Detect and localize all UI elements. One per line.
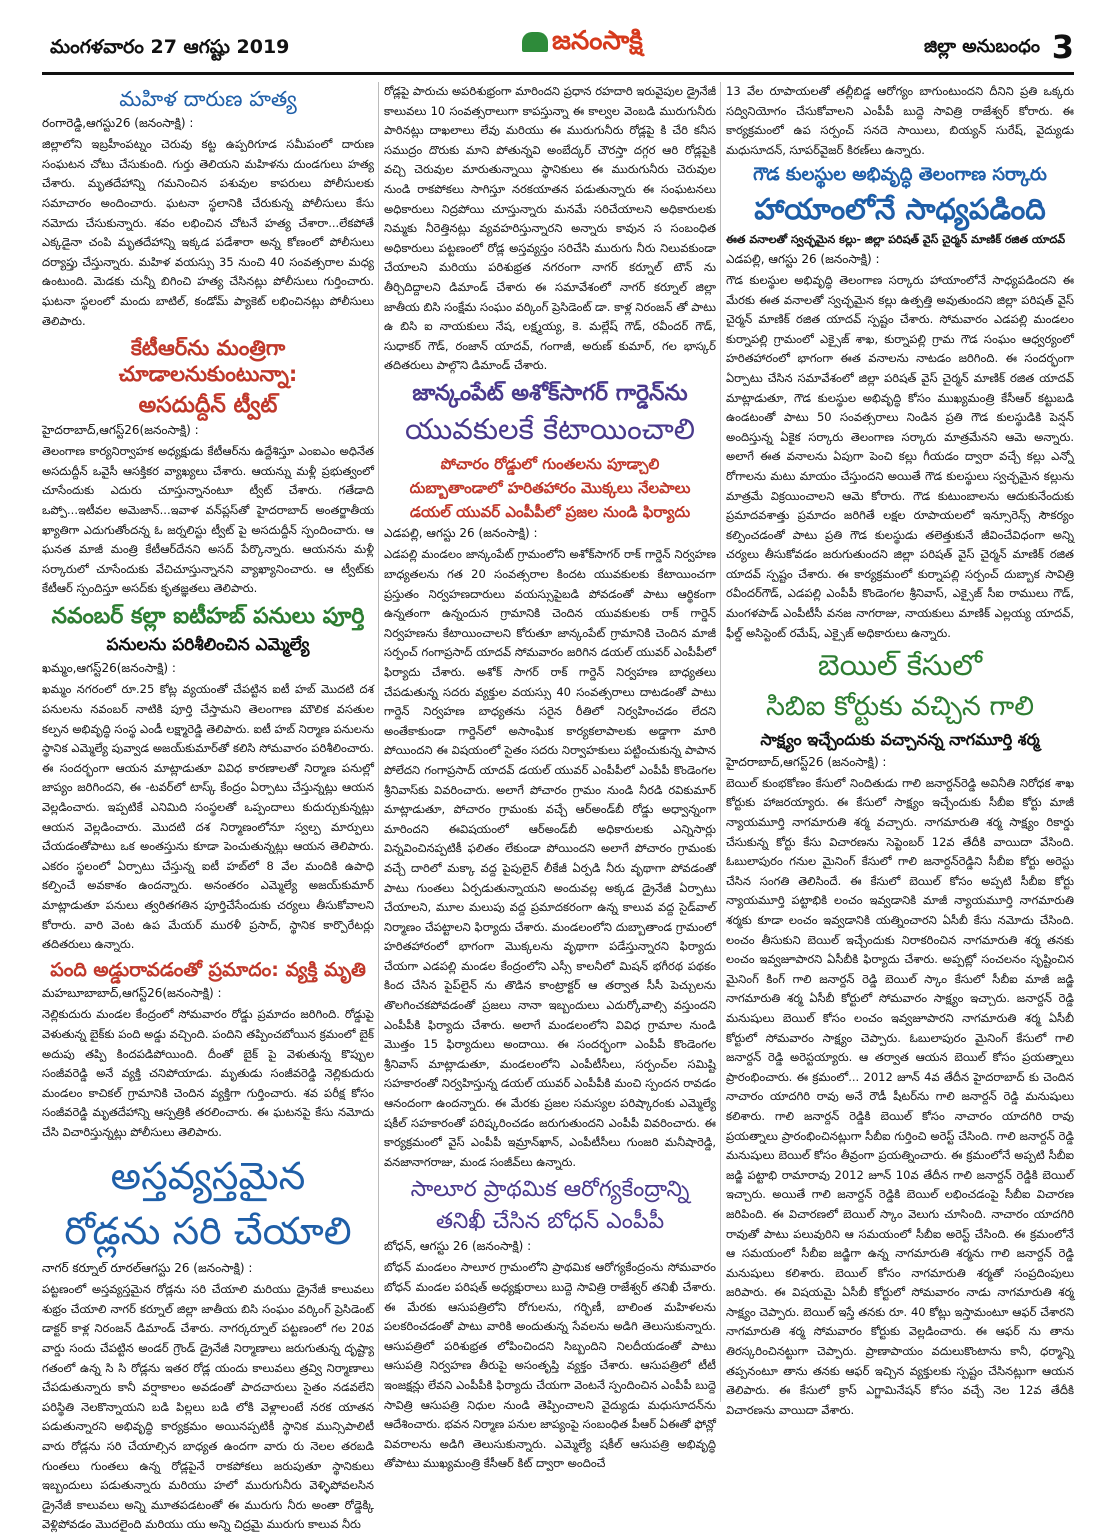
dateline: రంగారెడ్డి,ఆగస్టు26 (జనంసాక్షి) :: [42, 116, 194, 131]
article-body: బోధన్ మండలం సాలూర గ్రామంలోని ప్రాథమిక ఆరోగ్యకేంద్రంను సోమవారం బోధన్ మండల పరిషత్ అధ్యక్షురాలు బుద్దె సావిత్రి రాజేశ్వర్ తనిఖీ చేశారు. ఈ మేరకు ఆసుపత్రిలోని రోగులను, గర్భిణీ, బాలింత మహిళలను పలకరించడంతో పాటు వారికి అందుతున్న సేవలను అడిగి తెలుసుకున్నారు. ఆసుపత్రిలో పరిశుభ్రత లోపించిందని సిబ్బందిని నిలదీయడంతో పాటు ఆసుపత్రి నిర్వహణ తీరుపై అసంతృప్తి వ్యక్తం చేశారు. ఆసుపత్రిలో టీటీ ఇంజక్షన్లు లేవని ఎంపీపీకి ఫిర్యాదు చేయగా వెంటనే స్పందించిన ఎంపీపీ బుద్దె సావిత్రి ఆసుపత్రి నిధుల నుండి తెప్పించాలని వైద్యుడు మధుసూదన్‌ను ఆదేశించారు. భవన నిర్మాణ పనుల జాప్యంపై సంబంధిత పీఆర్ ఏఈతో ఫోన్లో వివరాలను అడిగి తెలుసుకున్నారు. ఎమ్మెల్యే షకీల్ ఆసుపత్రి అభివృద్ధి తోపాటు ముఖ్యమంత్రి కేసీఆర్ కిట్ ద్వారా అందించే: [384, 1260, 716, 1471]
dateline: హైదరాబాద్,ఆగస్ట్26(జనంసాక్షి) :: [42, 423, 199, 438]
article-health-centre: [384, 1176, 716, 1474]
article-body: జిల్లాలోని ఇబ్రహీంపట్నం చెరువు కట్ట ఉప్పరిగూడ సమీపంలో దారుణ సంఘటన చోటు చేసుకుంది. గుర్తు తెలియని మహిళను దుండగులు హత్య చేశారు. మృతదేహాన్ని గమనించిన పశువుల కాపరులు పోలీసులకు సమాచారం అందించారు. ఘటనా స్థలానికి చేరుకున్న పోలీసులు కేసు నమోదు చేసుకున్నారు. శవం లభించిన చోటనే హత్య చేశారా...లేకపోతే ఎక్కడైనా చంపి మృతదేహాన్ని ఇక్కడ పడేశారా అన్న కోణంలో పోలీసులు దర్యాప్తు చేస్తున్నారు. మహిళ వయస్సు 35 నుంచి 40 సంవత్సరాల మధ్య ఉంటుంది. మెడకు చున్నీ బిగించి హత్య చేసినట్లు పోలీసులు గుర్తించారు. ఘటనా స్థలంలో మందు బాటిల్, కండోమ్ ప్యాకెట్ లభించినట్లు పోలీసులు తెలిపారు.: [42, 137, 374, 328]
headline-line-2: రోడ్లను సరి చేయాలి: [64, 1208, 352, 1253]
headline: మహిళ దారుణ హత్య: [119, 87, 297, 111]
headline-line-2: తనిఖీ చేసిన బోధన్ ఎంపీపీ: [435, 1208, 665, 1234]
dateline: బోధన్, ఆగస్టు 26 (జనంసాక్షి) :: [384, 1239, 532, 1254]
article-owaisi-tweet: [42, 335, 374, 599]
issue-date: మంగళవారం 27 ఆగష్టు 2019: [50, 36, 290, 58]
header-rule: [42, 72, 1074, 75]
dateline: ఖమ్మం,ఆగస్ట్26(జనంసాక్షి) :: [42, 661, 176, 676]
headline: బెయిల్ కేసులో: [817, 648, 983, 683]
article-bail-case: [726, 647, 1074, 1420]
article-health-centre-continued: 13 వేల రూపాయలతో తల్లీబిడ్డ ఆరోగ్యం బాగుంటుందని దీనిని ప్రతి ఒక్కరు సద్వినియోగం చేసుకోవాలని ఎంపీపీ బుద్దె సావిత్రి రాజేశ్వర్ కోరారు. ఈ కార్యక్రమంలో ఉప సర్పంచ్ సనదె సాయిలు, బియ్యన్ సురేష్, వైద్యుడు మధుసూదన్, సూపర్‌వైజర్ కిరణ్‌లు ఉన్నారు.: [726, 84, 1074, 157]
subheadline: ఈత వనాలతో స్వచ్ఛమైన కల్లు- జిల్లా పరిషత్ వైస్ చైర్మన్ మాణిక్ రజిత యాదవ్: [726, 233, 1066, 247]
headline: నవంబర్ కల్లా ఐటీహబ్ పనులు పూర్తి: [51, 603, 365, 629]
column-1: [42, 82, 375, 1532]
article-roads: [42, 1151, 374, 1535]
article-accident: [42, 959, 374, 1143]
page-number: 3: [1051, 28, 1074, 66]
article-body: నెల్లికుదురు మండల కేంద్రంలో సోమవారం రోడ్డు ప్రమాదం జరిగింది. రోడ్డుపై వెళుతున్న బైక్‌కు పంది అడ్డు వచ్చింది. పందిని తప్పించబోయిన క్రమంలో బైక్ అదుపు తప్పి కిందపడిపోయింది. దీంతో బైక్ పై వెళుతున్న కొప్పుల సంజీవరెడ్డి అనే వ్యక్తి చనిపోయాడు. మృతుడు సంజీవరెడ్డి నెల్లికుదురు మండలం కాచికల్ గ్రామానికి చెందిన వ్యక్తిగా గుర్తించారు. శవ పరీక్ష కోసం సంజీవరెడ్డి మృతదేహాన్ని ఆస్పత్రికి తరలించారు. ఈ ఘటనపై కేసు నమోదు చేసి విచారిస్తున్నట్లు పోలీసులు తెలిపారు.: [42, 1007, 374, 1139]
column-divider: [378, 82, 379, 1402]
headline: అస్తవ్యస్తమైన: [110, 1153, 306, 1198]
subheadline: సాక్ష్యం ఇచ్చేందుకు వచ్చానన్న నాగమూర్తి శర్మ: [760, 730, 1040, 750]
headline: సాలూర ప్రాథమిక ఆరోగ్యకేంద్రాన్ని: [410, 1177, 690, 1203]
article-murder: [42, 86, 374, 331]
logo-text: జనంసాక్షి: [552, 26, 643, 56]
article-gouda-community: [726, 164, 1074, 643]
article-body: గౌడ కులస్థుల అభివృద్ధి తెలంగాణ సర్కారు హాయాంలోనే సాధ్యపడిందని ఈ మేరకు ఈత వనాలతో స్వచ్ఛమైన కల్లు ఉత్పత్తి అవుతుందని జిల్లా పరిషత్ వైస్ చైర్మన్ మాణిక్ రజిత యాదవ్ స్పష్టం చేశారు. సోమవారం ఎడపల్లి మండలం కుర్నాపల్లి గ్రామంలో ఎక్సైజ్ శాఖ, కుర్నాపల్లి గ్రామ గౌడ సంఘం ఆధ్వర్యంలో హరితహారంలో భాగంగా ఈత వనాలను నాటడం జరిగింది. ఈ సందర్భంగా ఏర్పాటు చేసిన సమావేశంలో జిల్లా పరిషత్ వైస్ చైర్మన్ మాణిక్ రజిత యాదవ్ మాట్లాడుతూ, గౌడ కులస్థుల అభివృద్ధి కోసం ముఖ్యమంత్రి కేసీఆర్ కట్టుబడి ఉండటంతో పాటు 50 సంవత్సరాలు నిండిన ప్రతి గౌడ కులస్థుడికి పెన్షన్ అందిస్తున్న ఏకైక సర్కారు తెలంగాణ సర్కారు మాత్రమేనని ఆమె అన్నారు. అలాగే ఈత వనాలను ఏపుగా పెంచి కల్లు గీయడం ద్వారా వచ్చే కల్లు ఎన్నో రోగాలను మటు మాయం చేస్తుందని అయితే గౌడ కులస్థులు స్వచ్ఛమైన కల్లును మాత్రమే విక్రయించాలని ఆమె కోరారు. గౌడ కుటుంబాలను ఆదుకునేందుకు ప్రమాదవశాత్తు ప్రమాదం జరిగితే లక్షల రూపాయలలో ఇన్సూరెన్స్ సౌకర్యం కల్పించడంతో పాటు ప్రతి గౌడ కులస్థుడు తలెత్తుకునే జీవించేవిధంగా అన్ని చర్యలు తీసుకోవడం జరుగుతుందని జిల్లా పరిషత్ వైస్ చైర్మన్ మాణిక్ రజిత యాదవ్ స్పష్టం చేశారు. ఈ కార్యక్రమంలో కుర్నాపల్లి సర్పంచ్ దుబ్బాక సావిత్రి రవీందర్‌గౌడ్, ఎడపల్లి ఎంపీపీ కొండెంగల శ్రీనివాస్, ఎక్సైజ్ సీఐ రాములు గౌడ్, మంగళపాడ్ ఎంపీటీసీ వనజ నాగరాజు, నాయకులు మాణిక్ ఎల్లయ్య యాదవ్, ఫీల్డ్ అసిస్టెంట్ రమేష్, ఎక్సైజ్ అధికారులు ఉన్నారు.: [726, 272, 1074, 640]
column-divider: [720, 82, 721, 1402]
masthead-logo: [522, 26, 643, 62]
section-name: జిల్లా అనుబంధం: [924, 36, 1040, 57]
article-body: ఖమ్మం నగరంలో రూ.25 కోట్ల వ్యయంతో చేపట్టిన ఐటీ హబ్ మొదటి దశ పనులను నవంబర్ నాటికి పూర్తి చేస్తామని తెలంగాణ మౌలిక వసతుల కల్పన అభివృద్ధి సంస్థ ఎండీ లక్ష్మారెడ్డి తెలిపారు. ఐటీ హబ్ నిర్మాణ పనులను స్థానిక ఎమ్మెల్యే పువ్వాడ అజయ్‌కుమార్‌తో కలిసి సోమవారం పరిశీలించారు. ఈ సందర్భంగా ఆయన మాట్లాడుతూ వివిధ కారణాలతో నిర్మాణ పనుల్లో జాప్యం జరిగిందని, ఈ -టవర్‌లో టాస్క్ కేంద్రం ఏర్పాటు చేస్తున్నట్లు ఆయన వెల్లడించారు. ఇప్పటికే ఎనిమిది సంస్థలతో ఒప్పందాలు కుదుర్చుకున్నట్లు ఆయన వెల్లడించారు. మొదటి దశ నిర్మాణంలోనూ స్వల్ప మార్పులు చేయడంతోపాటు ఒక అంతస్తును కూడా పెంచుతున్నట్లు ఆయన తెలిపారు. ఎకరం స్థలంలో ఏర్పాటు చేస్తున్న ఐటీ హబ్‌లో 8 వేల మందికి ఉపాధి కల్పించే అవకాశం ఉందన్నారు. అనంతరం ఎమ్మెల్యే అజయ్‌కుమార్ మాట్లాడుతూ పనులు త్వరితగతిన పూర్తిచేసేందుకు చర్యలు తీసుకోవాలని కోరారు. వారి వెంట ఉప మేయర్ మురళీ ప్రసాద్, స్థానిక కార్పొరేటర్లు తదితరులు ఉన్నారు.: [42, 682, 375, 952]
column-3: [726, 82, 1074, 1417]
subheadline: దుబ్బాతాండాలో హరితహారం మొక్కలు నేలపాలు: [409, 478, 691, 497]
headline-line-2: హాయాంలోనే సాధ్యపడింది: [754, 191, 1046, 226]
headline: గౌడ కులస్థుల అభివృద్ధి తెలంగాణ సర్కారు: [753, 164, 1047, 186]
subheadline: పనులను పరిశీలించిన ఎమ్మెల్యే: [106, 635, 310, 656]
headline-line-2: యువకులకే కేటాయించాలి: [404, 412, 696, 447]
headline: పంది అడ్డురావడంతో ప్రమాదం: వ్యక్తి మృతి: [50, 958, 366, 981]
dateline: ఎడపల్లి, ఆగస్టు 26 (జనంసాక్షి) :: [384, 526, 538, 541]
headline: జాన్కంపేట్ అశోక్‌సాగర్ గార్డెన్‌ను: [412, 380, 688, 406]
article-body: తెలంగాణ కార్యనిర్వాహక అధ్యక్షుడు కేటీఆర్‌ను ఉద్దేశిస్తూ ఎంఐఎం అధినేత అసదుద్దీన్ ఒవైసీ ఆసక్తికర వ్యాఖ్యలు చేశారు. ఆయన్ను మళ్లీ ప్రభుత్వంలో చూసేందుకు ఎదురు చూస్తున్నానంటూ ట్వీట్ చేశారు. గతేడాది ఒప్పో...ఇటీవల అమెజాన్...ఇవాళ వన్‌ప్లస్‌తో హైదరాబాద్ అంతర్జాతీయ ఖ్యాతిగా ఎదుగుతోందన్న ఓ జర్నలిస్టు ట్వీట్ పై అసదుద్దీన్ స్పందించారు. ఆ ఘనత మాజీ మంత్రి కేటీఆర్‌దేనని అసద్ పేర్కొన్నారు. ఆయనను మళ్లీ సర్కారులో చూసేందుకు వేచిచూస్తున్నానని వ్యాఖ్యానించారు. ఆ ట్వీట్‌కు కేటీఆర్ స్పందిస్తూ అసద్‌కు కృతజ్ఞతలు తెలిపారు.: [42, 444, 374, 596]
article-body: ఎడపల్లి మండలం జాన్కంపేట్ గ్రామంలోని అశోక్‌సాగర్ రాక్ గార్డెన్ నిర్వహణ బాధ్యతలను గత 20 సంవత్సరాల కిందట యువకులకు కేటాయించగా ప్రస్తుతం నిర్వహణదారులు వయస్సుపైబడి పోవడంతో పాటు ఆర్థికంగా ఉన్నతంగా ఉన్నందున గ్రామానికి చెందిన యువకులకు రాక్ గార్డెన్ నిర్వహణను కేటాయించాలని కోరుతూ జాన్కంపేట్ గ్రామానికి చెందిన మాజీ సర్పంచ్ గంగాప్రసాద్ యాదవ్ సోమవారం జరిగిన డయల్ యువర్ ఎంపీపీలో ఫిర్యాదు చేశారు. అశోక్ సాగర్ రాక్ గార్డెన్ నిర్వహణ బాధ్యతలు చేపడుతున్న సదరు వ్యక్తుల వయస్సు 40 సంవత్సరాలు దాటడంతో పాటు గార్డెన్ నిర్వహణ బాధ్యతను సరైన రీతిలో నిర్వహించడం లేదని అంతేకాకుండా గార్డెన్‌లో అసాంఘిక కార్యకలాపాలకు అడ్డాగా మారి పోయిందని ఈ విషయంలో సైతం సదరు నిర్వాహకులు పట్టించుకున్న పాపాన పోలేదని గంగాప్రసాద్ యాదవ్ డయల్ యువర్ ఎంపీపీలో ఎంపీపీ కొండెంగల శ్రీనివాస్‌కు వివరించారు. అలాగే పోచారం గ్రామం నుండి నీరడి రవికుమార్ మాట్లాడుతూ, పోచారం గ్రామంకు వచ్చే ఆర్అండ్‌బీ రోడ్డు అధ్వాన్నంగా మారిందని ఈవిషయంలో ఆర్అండ్‌బీ అధికారులకు ఎన్నిసార్లు విన్నవించినప్పటికీ ఫలితం లేకుండా పోయిందని అలాగే పోచారం గ్రామంకు వచ్చే దారిలో మక్కా వద్ద పైపులైన్ లీకేజీ ఏర్పడి నీరు వృథాగా పోవడంతో పాటు గుంతలు ఏర్పడుతున్నాయని అందువల్ల అక్కడ డ్రైనేజీ ఏర్పాటు చేయాలని, మూల మలుపు వద్ద ప్రమాదకరంగా ఉన్న కాలువ వద్ద సైడ్‌వాల్ నిర్మాణం చేపట్టాలని ఫిర్యాదు చేశారు. మండలంలోని దుబ్బాతాండ గ్రామంలో హరితహారంలో భాగంగా మొక్కలను వృథాగా పడేస్తున్నారని ఫిర్యాదు చేయగా ఎడపల్లి మండల కేంద్రంలోని ఎస్సీ కాలనీలో మిషన్ భగీరథ పథకం కింద చేసిన పైప్‌లైన్ ను తొడిన కాంట్రాక్టర్ ఆ తర్వాత సీసీ పెచ్చులను తొలగించకపోవడంతో ప్రజలు నానా ఇబ్బందులు ఎదుర్కోవాల్సి వస్తుందని ఎంపీపీకి ఫిర్యాదు చేశారు. అలాగే మండలంలోని వివిధ గ్రామాల నుండి మొత్తం 15 ఫిర్యాదులు అందాయి. ఈ సందర్భంగా ఎంపీపీ కొండెంగల శ్రీనివాస్ మాట్లాడుతూ, మండలంలోని ఎంపీటీసీలు, సర్పంచ్‌ల సమిష్టి సహకారంతో నిర్వహిస్తున్న డయల్ యువర్ ఎంపీపీకి మంచి స్పందన రావడం ఆనందంగా ఉందన్నారు. ఈ మేరకు ప్రజల సమస్యల పరిష్కారంకు ఎమ్మెల్యే షకీల్ సహకారంతో పరిష్కరించడం జరుగుతుందని ఎంపీపీ వివరించారు. ఈ కార్యక్రమంలో వైస్ ఎంపీపీ ఇమ్రాన్‌ఖాన్, ఎంపీటీసీలు గుంజరి మనీషారెడ్డి, వనజానాగరాజు, మండ సంజీవ్‌లు ఉన్నారు.: [384, 547, 716, 1169]
subheadline: పోచారం రోడ్డులో గుంతలను పూడ్చాలి: [440, 454, 660, 473]
dateline: ఎడపల్లి, ఆగస్టు 26 (జనంసాక్షి) :: [726, 251, 880, 266]
article-ashok-sagar-garden: [384, 380, 716, 1173]
article-body: పట్టణంలో అస్తవ్యస్తమైన రోడ్లను సరి చేయాలి మరియు డ్రైనేజీ కాలువలు శుభ్రం చేయాలి నాగర్ కర్నూల్ జిల్లా జాతీయ బిసి సంఘం వర్కింగ్ ప్రెసిడెంట్ డాక్టర్ కాళ్ల నిరంజన్ డిమాండ్ చేశారు. నాగర్కర్నూల్ పట్టణంలో గల 20వ వార్డు సందు చేపట్టిన అండర్ గ్రౌండ్ డ్రైనేజీ నిర్మాణాలు జరుగుతున్న దృష్ట్యా గతంలో ఉన్న సి సి రోడ్లను ఇతర రోడ్ల యందు కాలువలు త్రవ్వి నిర్మాణాలు చేపడుతున్నారు కానీ వర్షాకాలం అవడంతో పాదచారులు సైతం నడవలేని పరిస్థితి నెలకొన్నాయని బడి పిల్లలు బడి లోకి వెళ్లాలంటే నరక యాతన పడుతున్నారని అభివృద్ధి కార్యక్రమం అయినప్పటికీ స్థానిక మున్సిపాలిటీ వారు రోడ్లను సరి చేయాల్సిన బాధ్యత ఉందగా వారు రు నెలల తరబడి గుంతలు గుంతలు ఉన్న రోడ్లపైనే రాకపోకలు జరుపుతూ స్థానికులు ఇబ్బందులు పడుతున్నారు మరియు హలో మురుగునీరు వెళ్ళిపోవలసిన డ్రైనేజీ కాలువలు అన్ని మూతపడటంతో ఈ మురుగు నీరు అంతా రోడ్డెక్కి వెళ్లిపోవడం మొదలైంది మరియు యు అన్ని చిద్రమై మురుగు కాలువ నీరు: [42, 1282, 374, 1532]
column-2: [384, 82, 716, 1471]
headline-line-2: అసదుద్దీన్ ట్వీట్: [138, 392, 278, 418]
article-body: బెయిల్ కుంభకోణం కేసులో నిందితుడు గాలి జనార్దన్‌రెడ్డి అవినీతి నిరోధక శాఖ కోర్టుకు హాజరయ్యారు. ఈ కేసులో సాక్ష్యం ఇచ్చేందుకు సీబీఐ కోర్టు మాజీ న్యాయమూర్తి నాగమారుతి శర్మ వచ్చారు. నాగమారుతి శర్మ సాక్ష్యం రికార్డు చేసుకున్న కోర్టు కేసు విచారణను సెప్టెంబర్ 12వ తేదీకి వాయిదా వేసింది. ఓబులాపురం గనుల మైనింగ్ కేసులో గాలి జనార్దన్‌రెడ్డిని సీబీఐ కోర్టు అరెస్టు చేసిన సంగతి తెలిసిందే. ఈ కేసులో బెయిల్ కోసం అప్పటి సీబీఐ కోర్టు న్యాయమూర్తి పట్టాభికి లంచం ఇవ్వడానికి మాజీ న్యాయమూర్తి నాగమారుతి శర్మకు కూడా లంచం ఇవ్వడానికి యత్నించారని ఏసీబీ కేసు నమోదు చేసింది. లంచం తీసుకుని బెయిల్ ఇచ్చేందుకు నిరాకరించిన నాగమారుతి శర్మ తనకు లంచం ఇవ్వజూపారని ఏసీబీకి ఫిర్యాదు చేశారు. అప్పట్లో సంచలనం సృష్టించిన మైనింగ్ కింగ్ గాలి జనార్దన్ రెడ్డి బెయిల్ స్కాం కేసులో సీబీఐ మాజీ జడ్జి నాగమారుతి శర్మ ఏసీబీ కోర్టులో సోమవారం సాక్ష్యం ఇచ్చారు. జనార్దన్ రెడ్డి మనుషులు బెయిల్ కోసం లంచం ఇవ్వజూపారని నాగమారుతి శర్మ ఏసీబీ కోర్టులో సోమవారం సాక్ష్యం చెప్పారు. ఓబులాపురం మైనింగ్ కేసులో గాలి జనార్దన్ రెడ్డి అరెస్టయ్యారు. ఆ తర్వాత ఆయన బెయిల్ కోసం ప్రయత్నాలు ప్రారంభించారు. ఈ క్రమంలో... 2012 జూన్ 4వ తేదీన హైదరాబాద్ కు చెందిన నాచారం యాదగిరి రావు అనే రౌడీ షీటర్‌ను గాలి జనార్దన్ రెడ్డి మనుషులు కలిశారు. గాలి జనార్దన్ రెడ్డికి బెయిల్ కోసం నాచారం యాదగిరి రావు ప్రయత్నాలు ప్రారంభించినట్లుగా సీబీఐ గుర్తించి అరెస్ట్ చేసింది. గాలి జనార్దన్ రెడ్డి మనుషులు బెయిల్ కోసం తీవ్రంగా ప్రయత్నించారు. ఈ క్రమంలోనే అప్పటి సీబీఐ జడ్జి పట్టాభి రామారావు 2012 జూన్ 10వ తేదీన గాలి జనార్దన్ రెడ్డికి బెయిల్ ఇచ్చారు. అయితే గాలి జనార్దన్ రెడ్డికి బెయిల్ లభించడంపై సీబీఐ విచారణ జరిపింది. ఈ విచారణలో బెయిల్ స్కాం వెలుగు చూసింది. నాచారం యాదగిరి రావుతో పాటు పలువురిని ఆ సమయంలో సీబీఐ అరెస్ట్ చేసింది. ఈ క్రమంలోనే ఆ సమయంలో సీబీఐ జడ్జిగా ఉన్న నాగమారుతి శర్మను గాలి జనార్దన్ రెడ్డి మనుషులు కలిశారు. బెయిల్ కోసం నాగమారుతి శర్మతో సంప్రదింపులు జరిపారు. ఈ విషయమై ఏసీబీ కోర్టులో సోమవారం నాడు నాగమారుతి శర్మ సాక్ష్యం చెప్పారు. బెయిల్ ఇస్తే తనకు రూ. 40 కోట్లు ఇస్తామంటూ ఆఫర్ చేశారని నాగమారుతి శర్మ సోమవారం కోర్టుకు వెల్లడించారు. ఈ ఆఫర్ ను తాను తిరస్కరించినట్టుగా చెప్పారు. ప్రాణాపాయం వదులుకొంటాను కానీ, ధర్మాన్ని తప్పనంటూ తాను తనకు ఆఫర్ ఇచ్చిన వ్యక్తులకు స్పష్టం చేసినట్లుగా ఆయన తెలిపారు. ఈ కేసులో క్రాస్ ఎగ్జామినేషన్ కోసం వచ్చే నెల 12వ తేదీకి విచారణను వాయిదా వేశారు.: [726, 775, 1074, 1417]
headline: కేటీఆర్‌ను మంత్రిగా చూడాలనుకుంటున్నా:: [118, 336, 298, 387]
dateline: నాగర్ కర్నూల్ రూరల్‌ఆగస్టు 26 (జనంసాక్షి) :: [42, 1261, 253, 1276]
dateline: మహబూబాబాద్,ఆగస్ట్26(జనంసాక్షి) :: [42, 986, 222, 1001]
page-header: [42, 22, 1074, 68]
subheadline: డయల్ యువర్ ఎంపీపీలో ప్రజల నుండి ఫిర్యాదు: [409, 503, 691, 522]
article-roads-continued: రోడ్లపై పారుచు అపరిశుభ్రంగా మారిందని ప్రధాన రహదారి ఇరువైపుల డ్రైనేజీ కాలువలు 10 సంవత్సరాలుగా కాపస్తున్నా ఈ కాల్వల వెంబడి మురుగునీరు పారినట్లు దాఖలాలు లేవు మరియు ఈ మురుగునీరు రోడ్లపై కి చేరి కనీస సముద్రం దొరుకు మాని పోతున్నవి అంబేద్కర్ చౌరస్తా దగ్గర ఆరి రోడ్లపైకి వచ్చి చెరువుల మారుతున్నాయి స్థానికులు ఈ మురుగునీరు చెరువుల నుండి రాకపోకలు సాగిస్తూ నరకయాతన పడుతున్నారు ఈ సంఘటనలు అధికారులు నిద్రపోయి చూస్తున్నారు మనమే సరిచేయాలని అధికారులకు నిమ్మకు నీరెత్తినట్లు వ్యవహరిస్తున్నారని అన్నారు కావున స సంబంధిత అధికారులు పట్టణంలో రోడ్ల అస్తవ్యస్తం సరిచేసి మురుగు నీరు నిలువకుండా చేయాలని మరియు పరిశుభ్రత నగరంగా నాగర్ కర్నూల్ టౌన్ ను తీర్చిదిద్దాలని డిమాండ్ చేశారు ఈ సమావేశంలో నాగర్ కర్నూల్ జిల్లా జాతీయ బిసి సంక్షేమ సంఘం వర్కింగ్ ప్రెసిడెంట్ డా. కాళ్ల నిరంజన్ తో పాటు ఉ బిసి ఐ నాయకులు నేష, లక్ష్మయ్య, కె. మల్లేష్ గౌడ్, రవీందర్ గౌడ్, సుధాకర్ గౌడ్, రంజాన్ యాదవ్, గంగాజీ, అరుణ్ కుమార్, గల భాస్కర్ తదితరులు పాల్గొని డిమాండ్ చేశారు.: [384, 84, 716, 373]
article-it-hub: [42, 603, 374, 955]
dateline: హైదరాబాద్,ఆగస్ట్26 (జనంసాక్షి) :: [726, 754, 887, 769]
headline-line-2: సిబిఐ కోర్టుకు వచ్చిన గాలి: [765, 690, 1035, 722]
logo-icon: [522, 32, 548, 52]
